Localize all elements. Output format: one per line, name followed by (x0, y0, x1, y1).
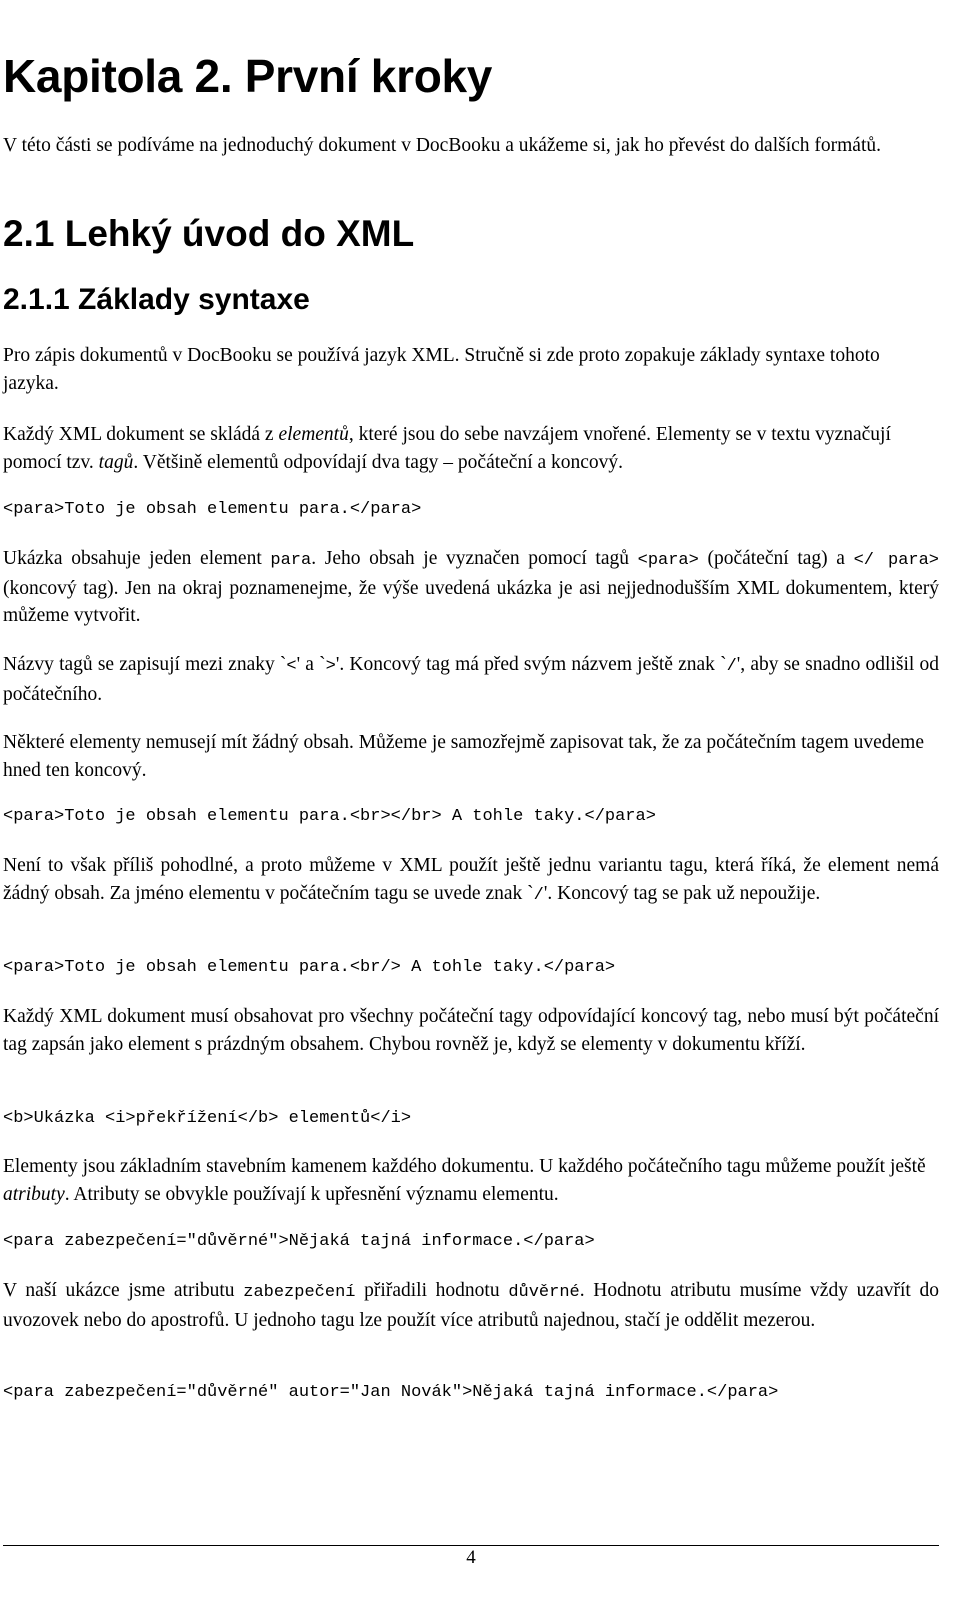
code-example-2: <para>Toto je obsah elementu para.<br></br> A tohle taky.</para> (3, 807, 656, 826)
paragraph-2: Každý XML dokument se skládá z elementů, které jsou do sebe navzájem vnořené. Elementy se v textu vyznačují pomocí tzv. tagů. Většině elementů odpovídají dva tagy – počáteční a koncový. (3, 424, 891, 473)
chapter-title: Kapitola 2. První kroky (3, 50, 493, 102)
term-tagu: tagů (98, 451, 134, 473)
footer-divider (3, 1545, 939, 1546)
paragraph-1: Pro zápis dokumentů v DocBooku se používá jazyk XML. Stručně si zde proto zopakuje základy syntaxe tohoto jazyka. (3, 345, 880, 394)
code-example-6: <para zabezpečení="důvěrné" autor="Jan Novák">Nějaká tajná informace.</para> (3, 1383, 779, 1402)
term-elementu: elementů (278, 424, 349, 445)
code-example-1: <para>Toto je obsah elementu para.</para> (3, 500, 422, 519)
paragraph-7: Každý XML dokument musí obsahovat pro všechny počáteční tagy odpovídající koncový tag, nebo musí být počáteční tag zapsán jako element s prázdným obsahem. Chybou rovněž je, když se elementy v dokumentu kříží. (3, 1006, 939, 1055)
term-atributy: atributy (3, 1183, 65, 1205)
paragraph-4: Názvy tagů se zapisují mezi znaky `<' a `>'. Koncový tag má před svým názvem ještě znak `/', aby se snadno odlišil od počátečního. (3, 654, 939, 705)
paragraph-3: Ukázka obsahuje jeden element para. Jeho obsah je vyznačen pomocí tagů <para> (počáteční tag) a </ para> (koncový tag). Jen na okraj poznamenejme, že výše uvedená ukázka je asi nejjednodušším XML dokumentem, který můžeme vytvořit. (3, 548, 939, 626)
paragraph-6: Není to však příliš pohodlné, a proto můžeme v XML použít ještě jednu variantu tagu, která říká, že element nemá žádný obsah. Za jméno elementu v počátečním tagu se uvede znak `/'. Koncový tag se pak už nepoužije. (3, 855, 939, 905)
page-number: 4 (466, 1547, 476, 1568)
subsection-title: 2.1.1 Základy syntaxe (3, 283, 310, 316)
paragraph-5: Některé elementy nemusejí mít žádný obsah. Můžeme je samozřejmě zapisovat tak, že za počátečním tagem uvedeme hned ten koncový. (3, 732, 924, 781)
intro-paragraph: V této části se podíváme na jednoduchý dokument v DocBooku a ukážeme si, jak ho převést do dalších formátů. (3, 135, 882, 156)
section-title: 2.1 Lehký úvod do XML (3, 213, 415, 254)
code-example-5: <para zabezpečení="důvěrné">Nějaká tajná informace.</para> (3, 1232, 595, 1251)
paragraph-9: V naší ukázce jsme atributu zabezpečení přiřadili hodnotu důvěrné. Hodnotu atributu musíme vždy uzavřít do uvozovek nebo do apostrofů. U jednoho tagu lze použít více atributů najednou, stačí je oddělit mezerou. (3, 1280, 940, 1331)
code-example-4: <b>Ukázka <i>překřížení</b> elementů</i> (3, 1109, 412, 1128)
code-example-3: <para>Toto je obsah elementu para.<br/> A tohle taky.</para> (3, 958, 616, 977)
paragraph-8: Elementy jsou základním stavebním kamenem každého dokumentu. U každého počátečního tagu můžeme použít ještě atributy. Atributy se obvykle používají k upřesnění významu elementu. (3, 1156, 926, 1205)
